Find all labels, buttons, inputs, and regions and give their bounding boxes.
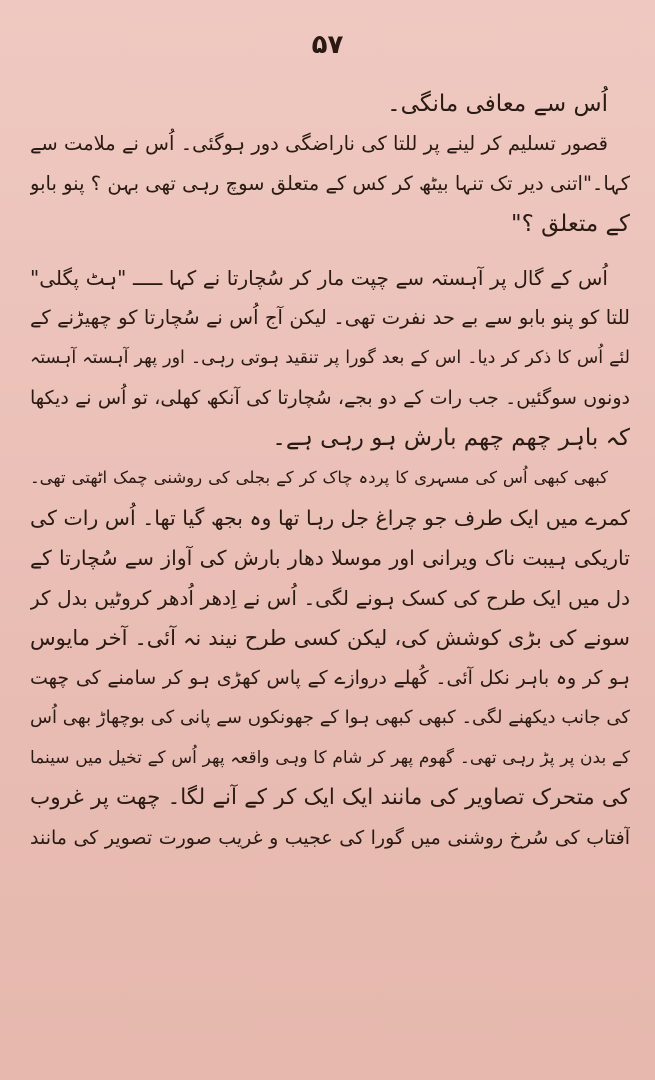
text-line: کبھی کبھی اُس کی مسہری کا پردہ چاک کر کے بجلی کی روشنی چمک اٹھتی تھی۔: [30, 468, 608, 487]
text-line: کے متعلق ؟": [511, 211, 630, 237]
text-line: آفتاب کی سُرخ روشنی میں گورا کی عجیب و غریب صورت تصویر کی مانند: [30, 827, 630, 849]
text-line: کی متحرک تصاویر کی مانند ایک ایک کر کے آنے لگا۔ چھت پر غروب: [30, 785, 630, 810]
text-line: دونوں سوگئیں۔ جب رات کے دو بجے، سُچارتا کی آنکھ کھلی، تو اُس نے دیکھا: [30, 387, 630, 409]
text-line: اُس کے گال پر آہستہ سے چپت مار کر سُچارتا نے کہا ـــــ "ہٹ پگلی": [30, 266, 608, 290]
text-line: کے بدن پر پڑ رہی تھی۔ گھوم پھر کر شام کا وہی واقعہ پھر اُس کے تخیل میں سینما: [30, 748, 630, 768]
text-line: دل میں ایک طرح کی کسک ہونے لگی۔ اُس نے اِدھر اُدھر کروٹیں بدل کر: [30, 586, 630, 610]
body-text: [30, 84, 630, 858]
text-line: ہو کر وہ باہر نکل آئی۔ کُھلے دروازے کے پاس کھڑی ہو کر سامنے کی چھت: [30, 667, 630, 689]
text-line: کہا۔"اتنی دیر تک تنہا بیٹھ کر کس کے متعلق سوچ رہی تھی بہن ؟ پنو بابو: [30, 172, 630, 195]
text-line: لئے اُس کا ذکر کر دیا۔ اس کے بعد گورا پر تنقید ہوتی رہی۔ اور پھر آہستہ آہستہ: [30, 348, 630, 368]
text-line: اُس سے معافی مانگی۔: [387, 91, 608, 117]
text-line: تاریکی ہیبت ناک ویرانی اور موسلا دھار بارش کی آواز سے سُچارتا کے: [30, 546, 630, 570]
text-line: قصور تسلیم کر لینے پر للتا کی ناراضگی دور ہوگئی۔ اُس نے ملامت سے: [30, 132, 608, 155]
text-line: کی جانب دیکھنے لگی۔ کبھی کبھی ہوا کے جھونکوں سے پانی کی بوچھاڑ بھی اُس: [30, 707, 630, 728]
text-line: کمرے میں ایک طرف جو چراغ جل رہا تھا وہ بجھ گیا تھا۔ اُس رات کی: [30, 506, 630, 530]
text-line: سونے کی بڑی کوشش کی، لیکن کسی طرح نیند نہ آئی۔ آخر مایوس: [30, 626, 630, 650]
page-number: ۵۷: [311, 30, 344, 60]
text-line: للتا کو پنو بابو سے بے حد نفرت تھی۔ لیکن آج اُس نے سُچارتا کو چھیڑنے کے: [30, 306, 630, 329]
text-line: کہ باہر چھم چھم بارش ہو رہی ہے۔: [272, 425, 630, 451]
